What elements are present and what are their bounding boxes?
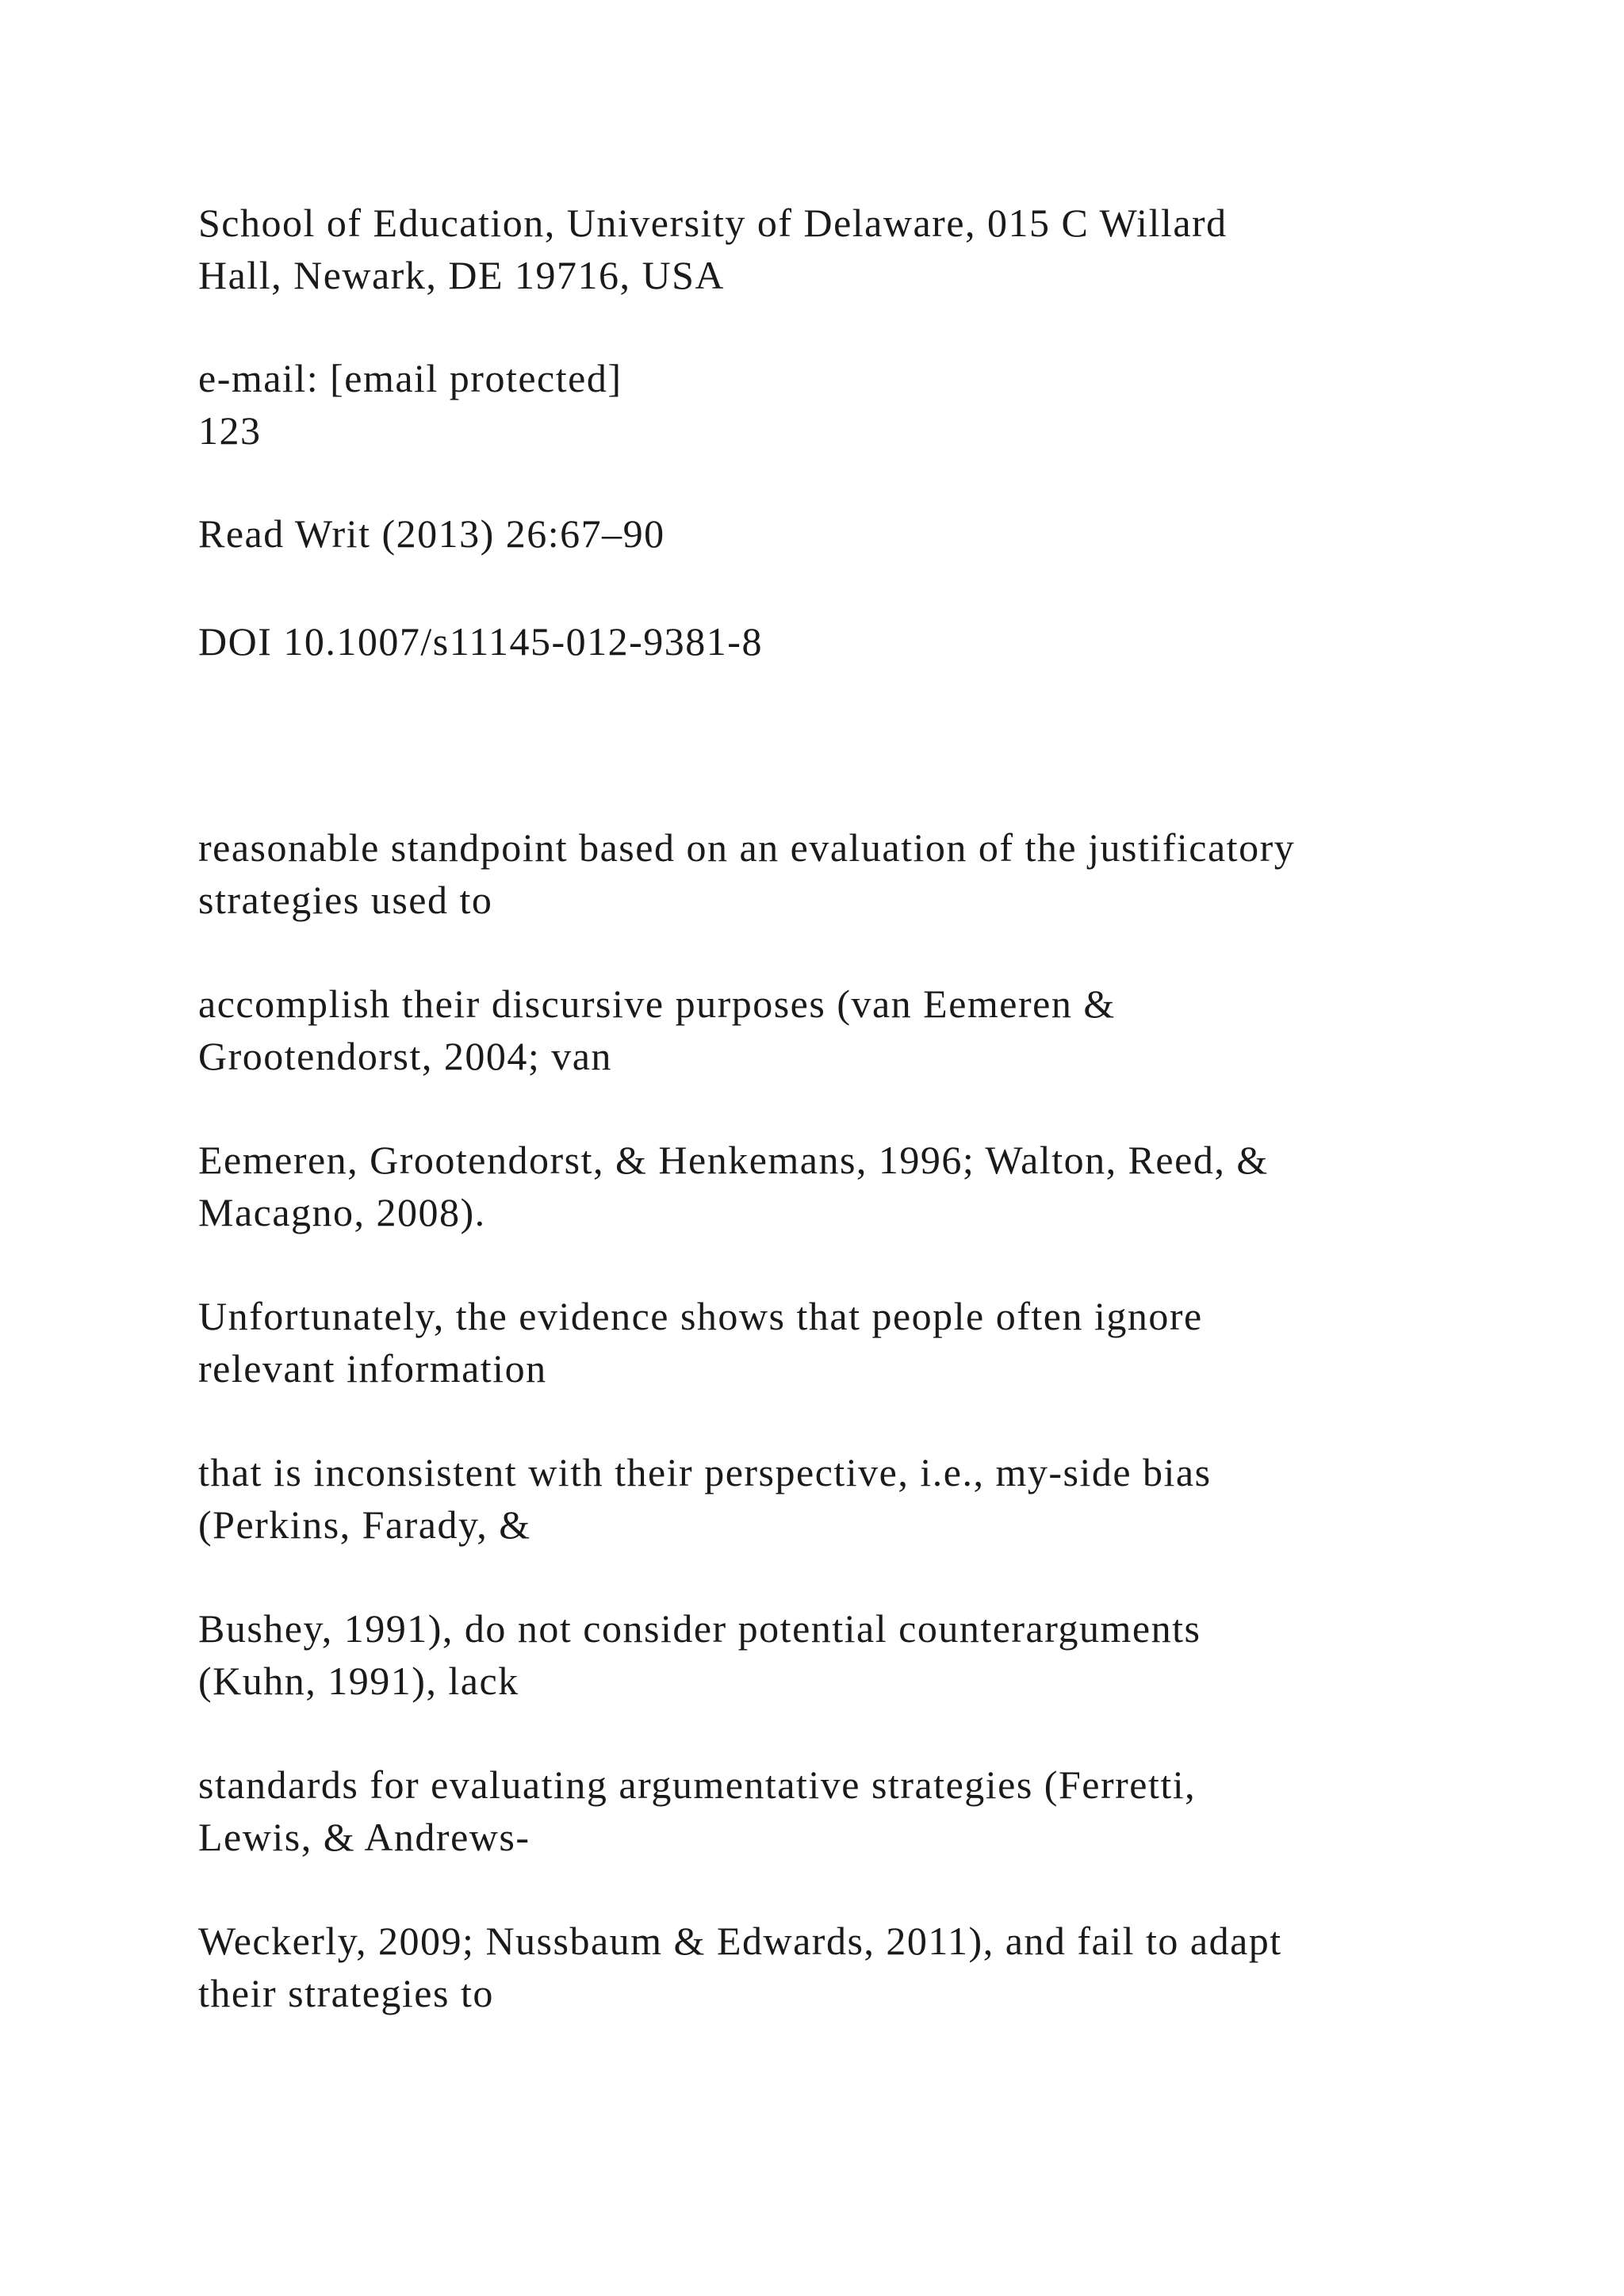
body-line: Eemeren, Grootendorst, & Henkemans, 1996; Walton, Reed, &: [198, 1138, 1269, 1182]
body-paragraph: [198, 821, 1467, 926]
body-line: strategies used to: [198, 878, 493, 922]
doi-text: DOI 10.1007/s11145-012-9381-8: [198, 619, 763, 664]
email-line: 123: [198, 408, 262, 453]
body-line: Lewis, & Andrews-: [198, 1815, 530, 1859]
address-line: School of Education, University of Delaware, 015 C Willard: [198, 201, 1228, 245]
body-paragraph: [198, 978, 1467, 1082]
body-line: their strategies to: [198, 1971, 494, 2015]
body-line: Macagno, 2008).: [198, 1190, 486, 1234]
address-line: Hall, Newark, DE 19716, USA: [198, 253, 726, 297]
body-paragraph: [198, 1446, 1467, 1551]
email-line: e-mail: [email protected]: [198, 356, 622, 400]
body-paragraph: [198, 1602, 1467, 1707]
body-paragraph: [198, 1915, 1467, 2019]
body-line: Bushey, 1991), do not consider potential counterarguments: [198, 1606, 1201, 1651]
body-line: standards for evaluating argumentative strategies (Ferretti,: [198, 1762, 1197, 1807]
body-line: Grootendorst, 2004; van: [198, 1034, 612, 1078]
body-line: (Kuhn, 1991), lack: [198, 1659, 519, 1703]
body-line: reasonable standpoint based on an evaluation of the justificatory: [198, 825, 1296, 870]
body-line: that is inconsistent with their perspective, i.e., my-side bias: [198, 1450, 1212, 1494]
body-line: relevant information: [198, 1346, 547, 1391]
citation-line: Read Writ (2013) 26:67–90: [198, 511, 665, 556]
body-paragraph: [198, 1758, 1467, 1863]
doi-line: [198, 615, 1467, 668]
body-line: (Perkins, Farady, &: [198, 1502, 531, 1547]
body-line: accomplish their discursive purposes (van Eemeren &: [198, 982, 1116, 1026]
body-line: Weckerly, 2009; Nussbaum & Edwards, 2011), and fail to adapt: [198, 1919, 1282, 1963]
body-paragraph: [198, 1134, 1467, 1238]
author-email-block: [198, 352, 1467, 457]
body-line: Unfortunately, the evidence shows that people often ignore: [198, 1294, 1203, 1338]
journal-citation: [198, 507, 1467, 560]
body-paragraph: [198, 1290, 1467, 1395]
author-address: [198, 197, 1467, 301]
